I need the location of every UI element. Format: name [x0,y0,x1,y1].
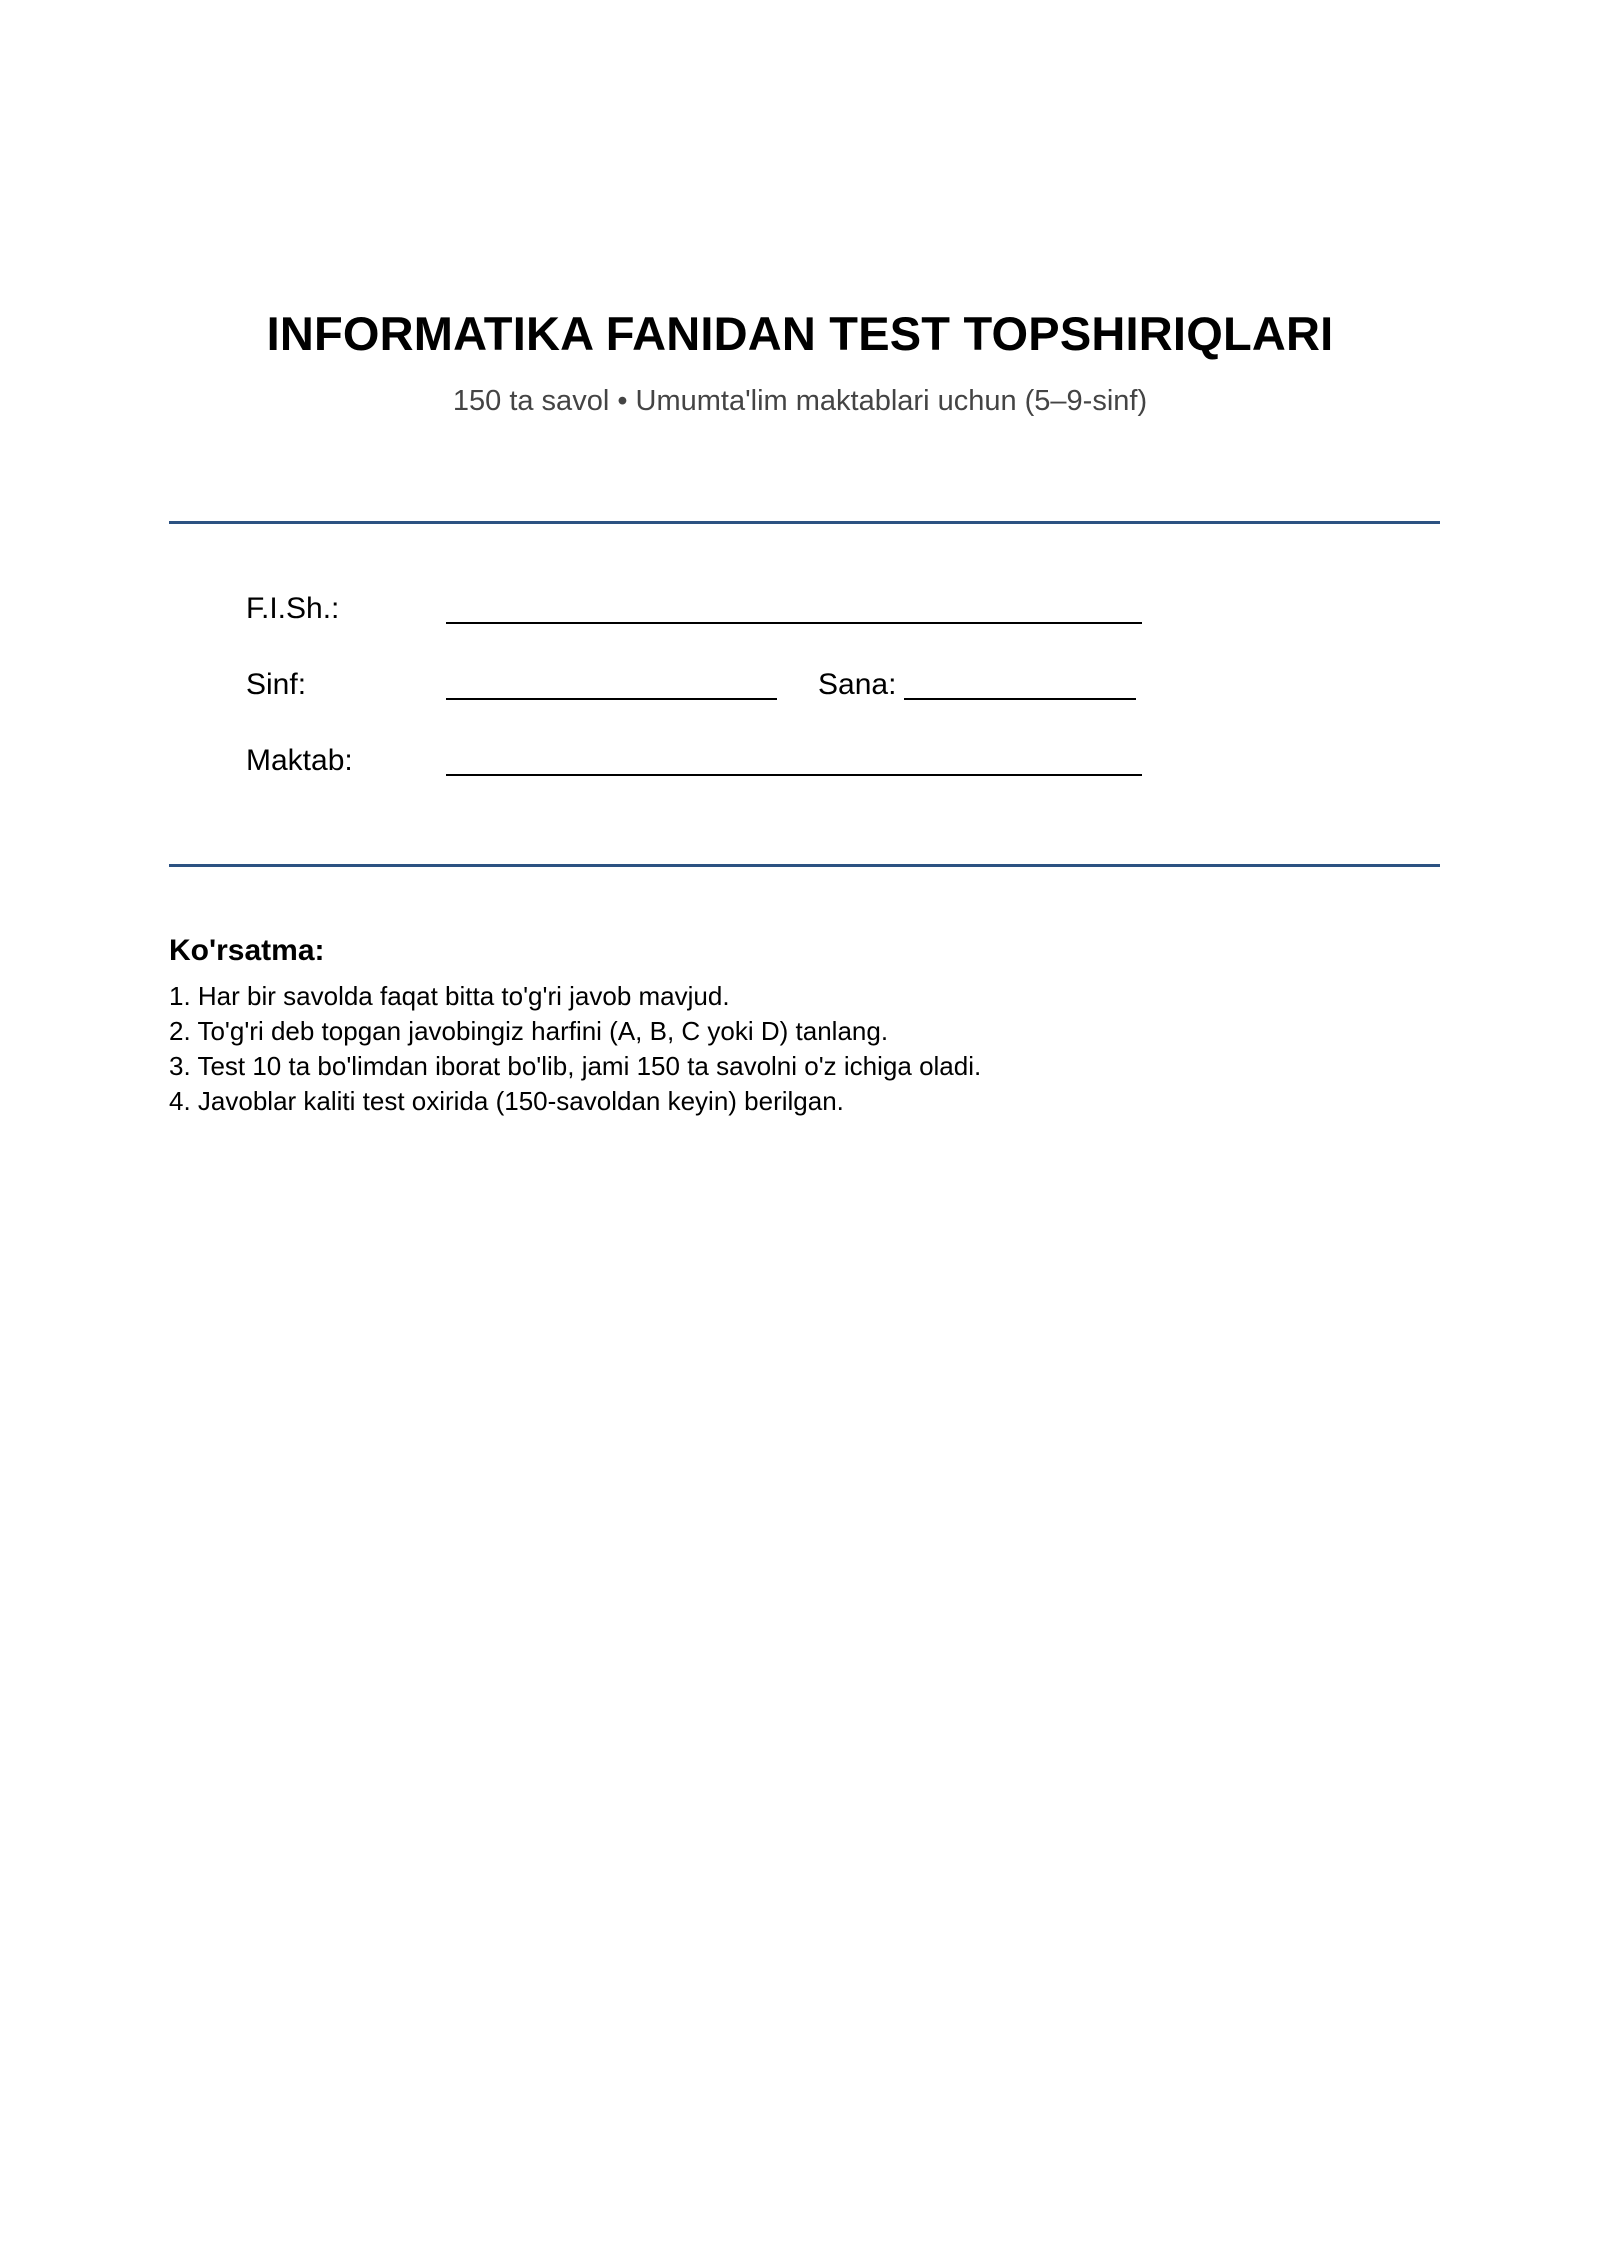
instructions-list [169,979,981,1119]
instruction-item: 1. Har bir savolda faqat bitta to'g'ri javob mavjud. [169,981,730,1011]
document-title: INFORMATIKA FANIDAN TEST TOPSHIRIQLARI [266,307,1334,360]
class-label: Sinf: [246,668,307,701]
name-blank-line[interactable] [446,622,1142,624]
bottom-divider [169,864,1440,867]
name-label: F.I.Sh.: [246,592,340,625]
school-blank-line[interactable] [446,774,1142,776]
school-label: Maktab: [246,744,353,777]
document-subtitle: 150 ta savol • Umumta'lim maktablari uchun (5–9-sinf) [452,385,1148,417]
instructions-heading: Ko'rsatma: [169,934,325,967]
instruction-item: 3. Test 10 ta bo'limdan iborat bo'lib, jami 150 ta savolni o'z ichiga oladi. [169,1051,982,1081]
instruction-item: 2. To'g'ri deb topgan javobingiz harfini (A, B, C yoki D) tanlang. [169,1016,889,1046]
date-blank-line[interactable] [904,698,1136,700]
top-divider [169,521,1440,524]
date-label: Sana: [818,668,897,701]
class-blank-line[interactable] [446,698,777,700]
instruction-item: 4. Javoblar kaliti test oxirida (150-savoldan keyin) berilgan. [169,1086,844,1116]
